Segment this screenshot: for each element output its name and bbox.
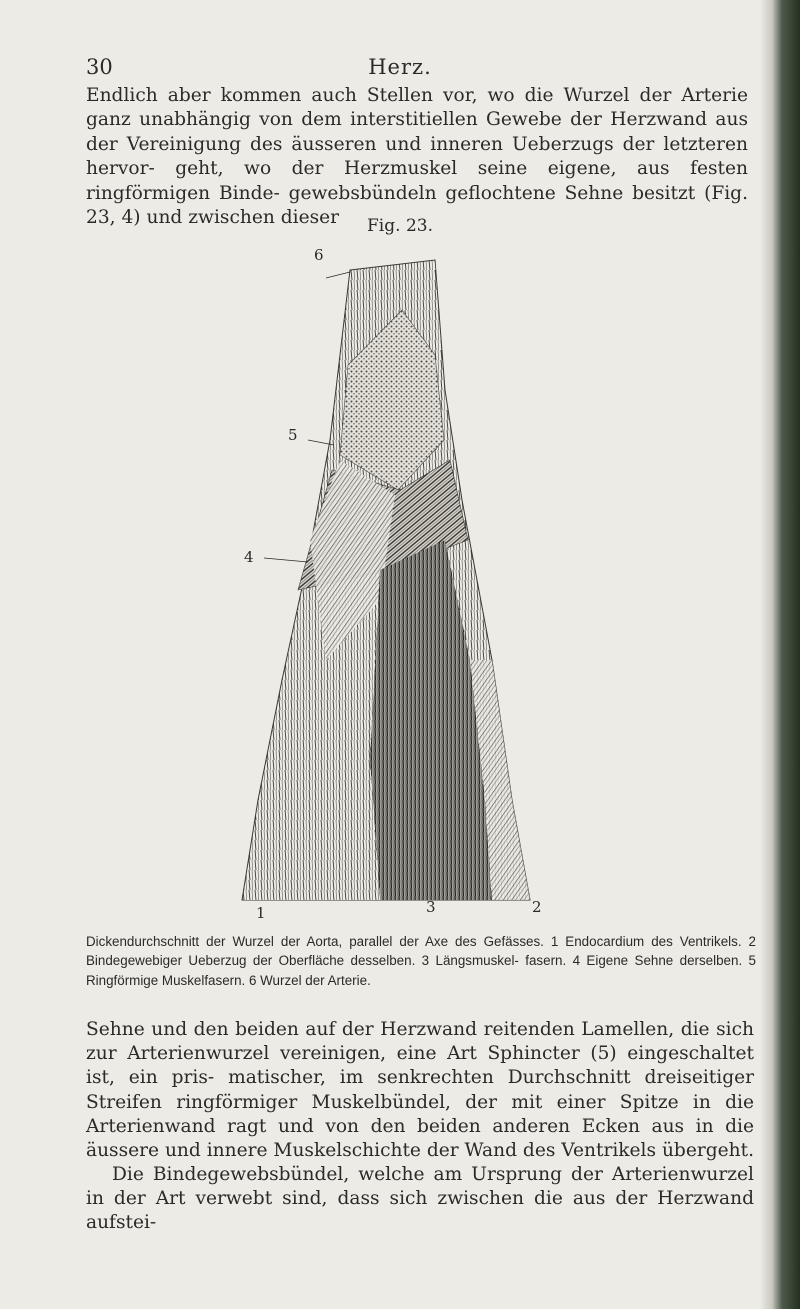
figure-caption: Dickendurchschnitt der Wurzel der Aorta, parallel der Axe des Gefässes. 1 Endocardium des Ventrikels. 2 Bindegewebiger Ueberzug der Oberfläche desselben. 3 Längsmuskel- fasern. 4 Eigene Sehne derselben. 5 Ringförmige Muskelfasern. 6 Wurzel der Arterie. xyxy=(86,934,756,988)
paragraph-3: Die Bindegewebsbündel, welche am Ursprung der Arterienwurzel in der Art verwebt sind, dass sich zwischen die aus der Herzwand aufstei- xyxy=(86,1164,754,1234)
paragraph-1: Endlich aber kommen auch Stellen vor, wo die Wurzel der Arterie ganz unabhängig von dem interstitiellen Gewebe der Herzwand aus der Vereinigung des äusseren und inneren Ueberzugs der letzteren hervor- geht, wo der Herzmuskel seine eigene, aus festen ringförmigen Binde- gewebsbündeln geflochtene Sehne besitzt (Fig. 23, 4) und zwischen dieser xyxy=(86,85,748,229)
running-title: Herz. xyxy=(368,55,432,79)
figure-marker-5: 5 xyxy=(288,426,298,444)
figure-marker-3: 3 xyxy=(426,898,436,916)
paragraph-2: Sehne und den beiden auf der Herzwand reitenden Lamellen, die sich zur Arterienwurzel vereinigen, eine Art Sphincter (5) eingeschaltet ist, ein pris- matischer, im senkrechten Durchschnitt dreiseitiger Streifen ringförmiger Muskelbündel, der mit einer Spitze in die Arterienwand ragt und von den beiden anderen Ecken aus in die äussere und innere Muskelschichte der Wand des Ventrikels übergeht. xyxy=(86,1019,754,1162)
figure-marker-6: 6 xyxy=(314,246,324,264)
anatomical-figure xyxy=(230,240,570,920)
figure-marker-1: 1 xyxy=(256,904,266,920)
figure-marker-4: 4 xyxy=(244,548,254,566)
page-number: 30 xyxy=(86,55,113,79)
figure-marker-2: 2 xyxy=(532,898,542,916)
figure-label: Fig. 23. xyxy=(367,216,433,236)
page-edge-shadow xyxy=(760,0,800,1309)
